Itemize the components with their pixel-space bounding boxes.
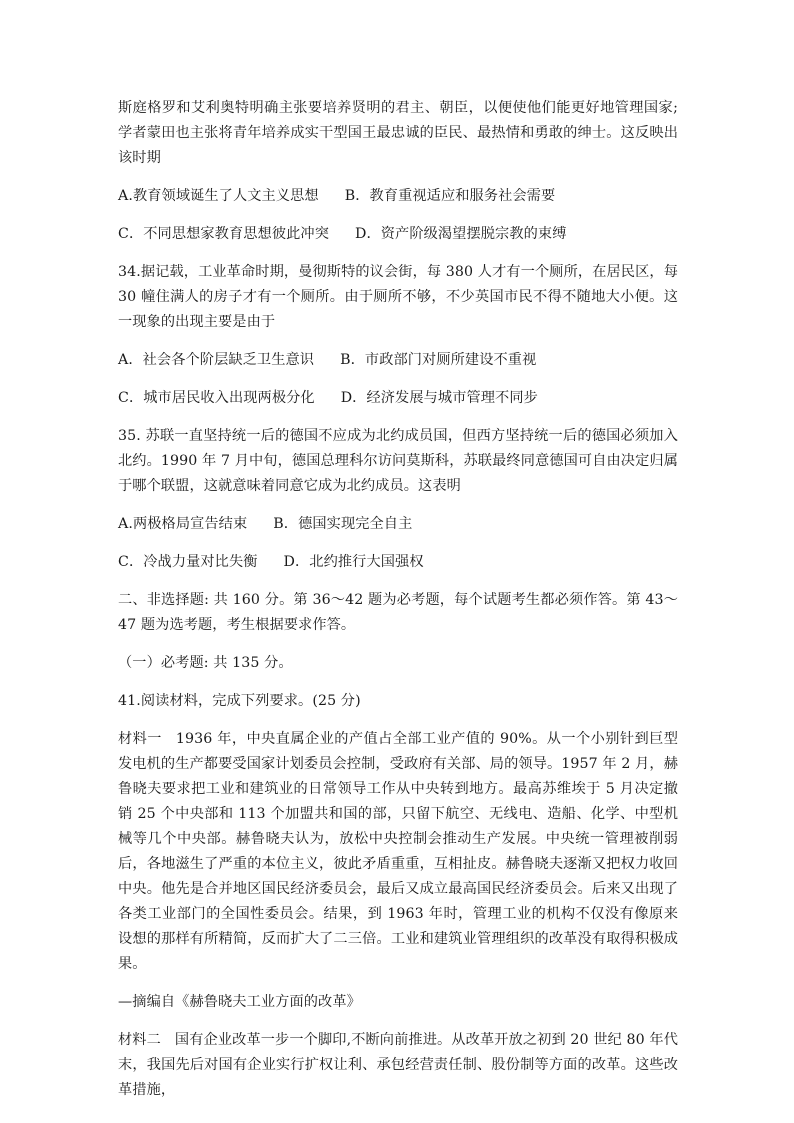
q35-option-d: D．北约推行大国强权	[283, 554, 424, 570]
exam-page	[118, 96, 678, 1116]
q33-option-c: C．不同思想家教育思想彼此冲突	[118, 226, 329, 242]
q33-options-row-2	[118, 222, 678, 247]
q34-option-c: C．城市居民收入出现两极分化	[118, 390, 315, 406]
q33-option-a: A.教育领域诞生了人文主义思想	[118, 188, 319, 204]
q33-option-b: B．教育重视适应和服务社会需要	[344, 188, 556, 204]
material2-text: 国有企业改革一步一个脚印,不断向前推进。从改革开放之初到 20 世纪 80 年代末，我国先后对国有企业实行扩权让利、承包经营责任制、股份制等方面的改革。这些改革措施，	[118, 1032, 678, 1098]
q34-option-d: D．经济发展与城市管理不同步	[340, 390, 538, 406]
q35-options-row-2	[118, 550, 678, 575]
q35-option-a: A.两极格局宣告结束	[118, 516, 248, 532]
q34-option-b: B．市政部门对厕所建设不重视	[340, 352, 537, 368]
q35-option-b: B．德国实现完全自主	[273, 516, 413, 532]
q41-title: 41.阅读材料，完成下列要求。(25 分)	[118, 693, 361, 709]
q34-stem: 34.据记载，工业革命时期，曼彻斯特的议会街，每 380 人才有一个厕所，在居民区，每 30 幢住满人的房子才有一个厕所。由于厕所不够，不少英国市民不得不随地大小便。这一现象的出现主要是由于	[118, 264, 678, 330]
section2-subheading: （一）必考题: 共 135 分。	[118, 655, 293, 671]
q34-option-a: A．社会各个阶层缺乏卫生意识	[118, 352, 315, 368]
section2-heading: 二、非选择题: 共 160 分。第 36～42 题为必考题，每个试题考生都必须作答。第 43～47 题为选考题，考生根据要求作答。	[118, 592, 678, 633]
material1-label: 材料一	[118, 731, 162, 747]
q33-stem: 斯庭格罗和艾利奥特明确主张要培养贤明的君主、朝臣，以便使他们能更好地管理国家;学者蒙田也主张将青年培养成实干型国王最忠诚的臣民、最热情和勇敢的绅士。这反映出该时期	[118, 100, 678, 166]
q41-material1	[118, 727, 678, 977]
q41-material2	[118, 1028, 678, 1103]
q34-options-row-2	[118, 386, 678, 411]
q35-option-c: C．冷战力量对比失衡	[118, 554, 258, 570]
q33-options-row-1	[118, 184, 678, 209]
q41-source: —摘编自《赫鲁晓夫工业方面的改革》	[118, 994, 361, 1010]
material1-text: 1936 年，中央直属企业的产值占全部工业产值的 90%。从一个小别针到巨型发电机的生产都要受国家计划委员会控制，受政府有关部、局的领导。1957 年 2 月，赫鲁晓夫要求把工业和建筑业的日常领导工作从中央转到地方。最高苏维埃于 5 月决定撤销 25 个中央部和 113 个加盟共和国的部，只留下航空、无线电、造船、化学、中型机械等几个中央部。赫鲁晓夫认为，放松中央控制会推动生产发展。中央统一管理被削弱后，各地滋生了严重的本位主义，彼此矛盾重重，互相扯皮。赫鲁晓夫逐渐又把权力收回中央。他先是合并地区国民经济委员会，最后又成立最高国民经济委员会。后来又出现了各类工业部门的全国性委员会。结果，到 1963 年时，管理工业的机构不仅没有像原来设想的那样有所精简，反而扩大了二三倍。工业和建筑业管理组织的改革没有取得积极成果。	[118, 731, 678, 972]
q35-options-row-1	[118, 512, 678, 537]
material2-label: 材料二	[118, 1032, 161, 1048]
q33-option-d: D．资产阶级渴望摆脱宗教的束缚	[354, 226, 567, 242]
q35-stem: 35. 苏联一直坚持统一后的德国不应成为北约成员国，但西方坚持统一后的德国必须加入北约。1990 年 7 月中旬，德国总理科尔访问莫斯科，苏联最终同意德国可自由决定归属于哪个联盟，这就意味着同意它成为北约成员。这表明	[118, 428, 678, 494]
q34-options-row-1	[118, 348, 678, 373]
